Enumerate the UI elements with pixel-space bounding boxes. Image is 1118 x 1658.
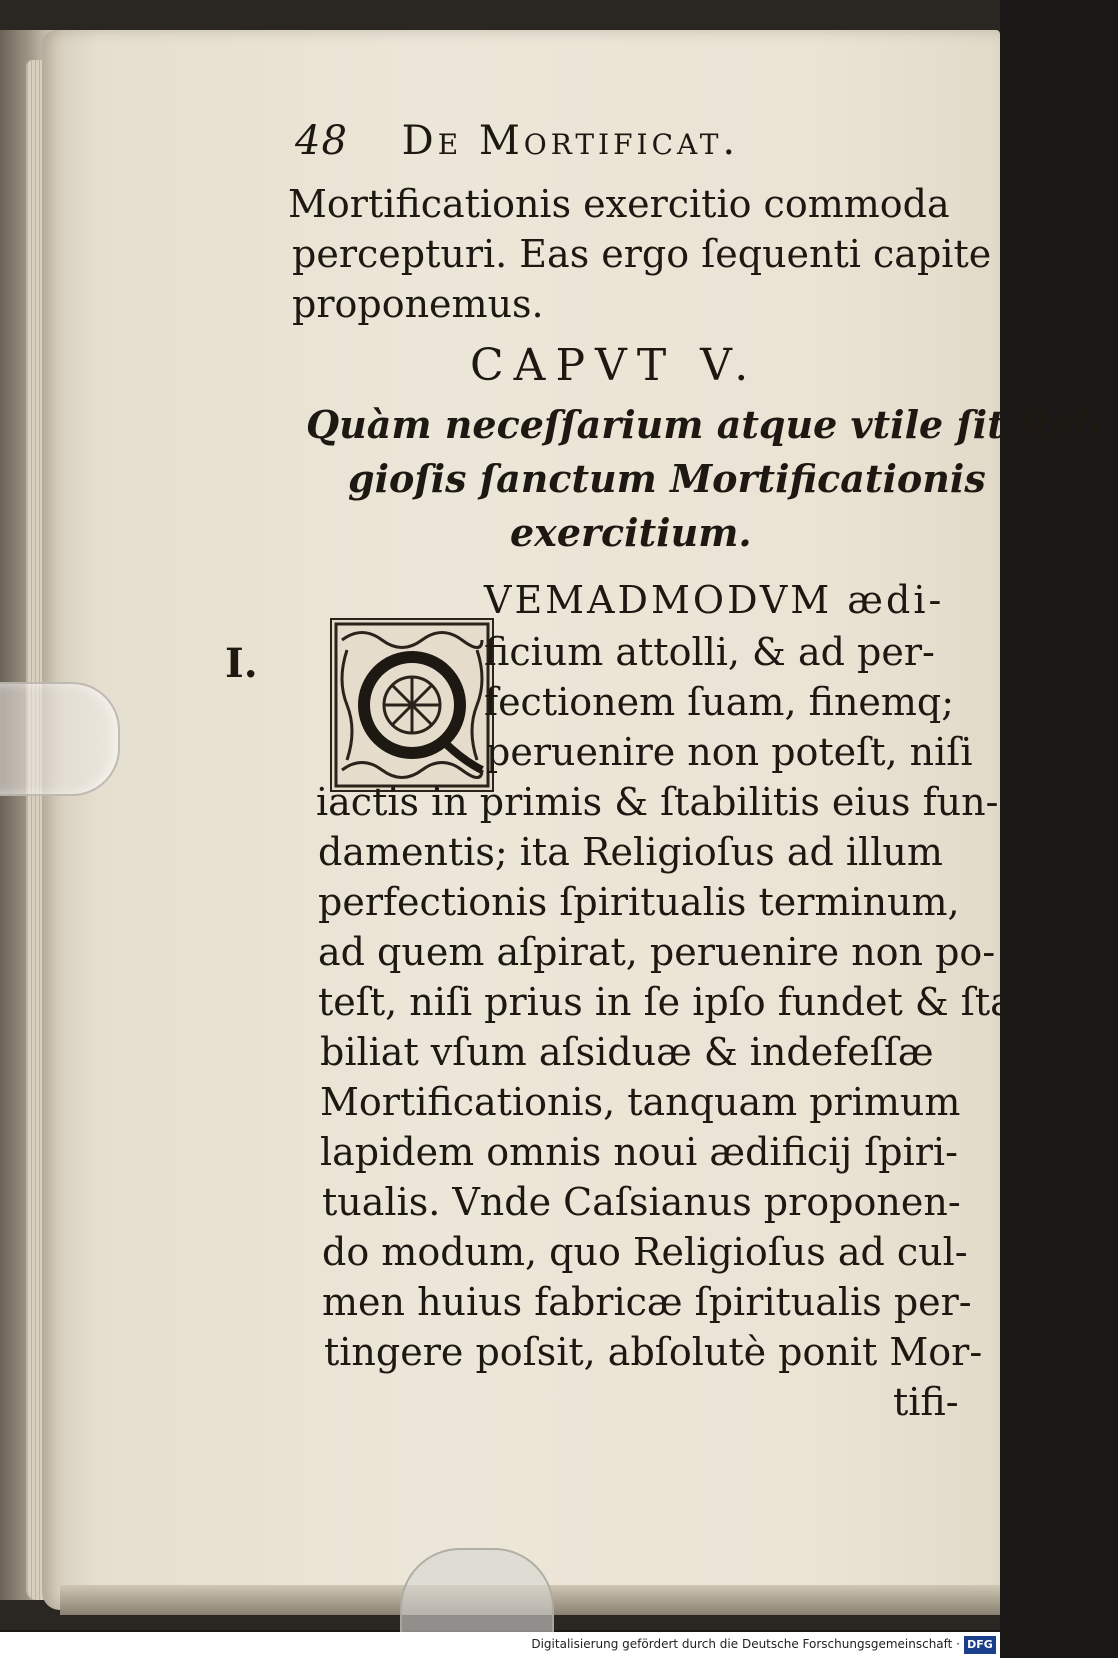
chapter-subtitle-line: Quàm neceſſarium atque vtile ſit Reli-: [306, 402, 1118, 447]
decorated-initial-q: [330, 618, 494, 792]
catchword: tifi-: [893, 1380, 959, 1424]
text-line: teſt, niſi prius in ſe ipſo fundet & ſta-: [318, 980, 1026, 1024]
text-line: Mortificationis, tanquam primum: [320, 1080, 961, 1124]
page-number: 48: [295, 118, 348, 164]
text-line: VEMADMODVM ædi-: [484, 578, 945, 622]
text-line: peruenire non poteſt, niſi: [486, 730, 973, 774]
text-line: ficium attolli, & ad per-: [484, 630, 935, 674]
text-line: perfectionis ſpiritualis terminum,: [318, 880, 960, 924]
text-line: damentis; ita Religioſus ad illum: [318, 830, 943, 874]
text-line: Mortificationis exercitio commoda: [288, 182, 950, 226]
text-line: fectionem ſuam, finemq;: [484, 680, 955, 724]
text-line: proponemus.: [292, 282, 544, 326]
decorated-initial-q-icon: [332, 620, 492, 790]
text-line: lapidem omnis noui ædificij ſpiri-: [320, 1130, 958, 1174]
chapter-subtitle-line: gioſis ſanctum Mortificationis: [348, 456, 986, 501]
text-line: biliat vſum aſsiduæ & indefeſſæ: [320, 1030, 934, 1074]
glass-clip-left: [0, 682, 120, 796]
footer-credit: Digitalisierung gefördert durch die Deutsche Forschungsgemeinschaft ·: [531, 1637, 960, 1651]
text-line: percepturi. Eas ergo ſequenti capite: [292, 232, 992, 276]
digitization-footer: [0, 1632, 1000, 1658]
running-title: De Mortificat.: [401, 118, 740, 164]
text-line: iactis in primis & ſtabilitis eius fun-: [316, 780, 999, 824]
dfg-logo-icon: DFG: [964, 1636, 996, 1654]
margin-number: I.: [225, 640, 258, 687]
chapter-subtitle-line: exercitium.: [510, 510, 752, 555]
text-line: tualis. Vnde Caſsianus proponen-: [322, 1180, 961, 1224]
text-line: tingere poſsit, abſolutè ponit Mor-: [324, 1330, 983, 1374]
page-header: [295, 118, 739, 164]
text-line: ad quem aſpirat, peruenire non po-: [318, 930, 996, 974]
glass-clip-bottom: [400, 1548, 554, 1642]
text-line: men huius fabricæ ſpiritualis per-: [322, 1280, 972, 1324]
text-line: do modum, quo Religioſus ad cul-: [322, 1230, 968, 1274]
chapter-heading: CAPVT V.: [470, 340, 759, 391]
